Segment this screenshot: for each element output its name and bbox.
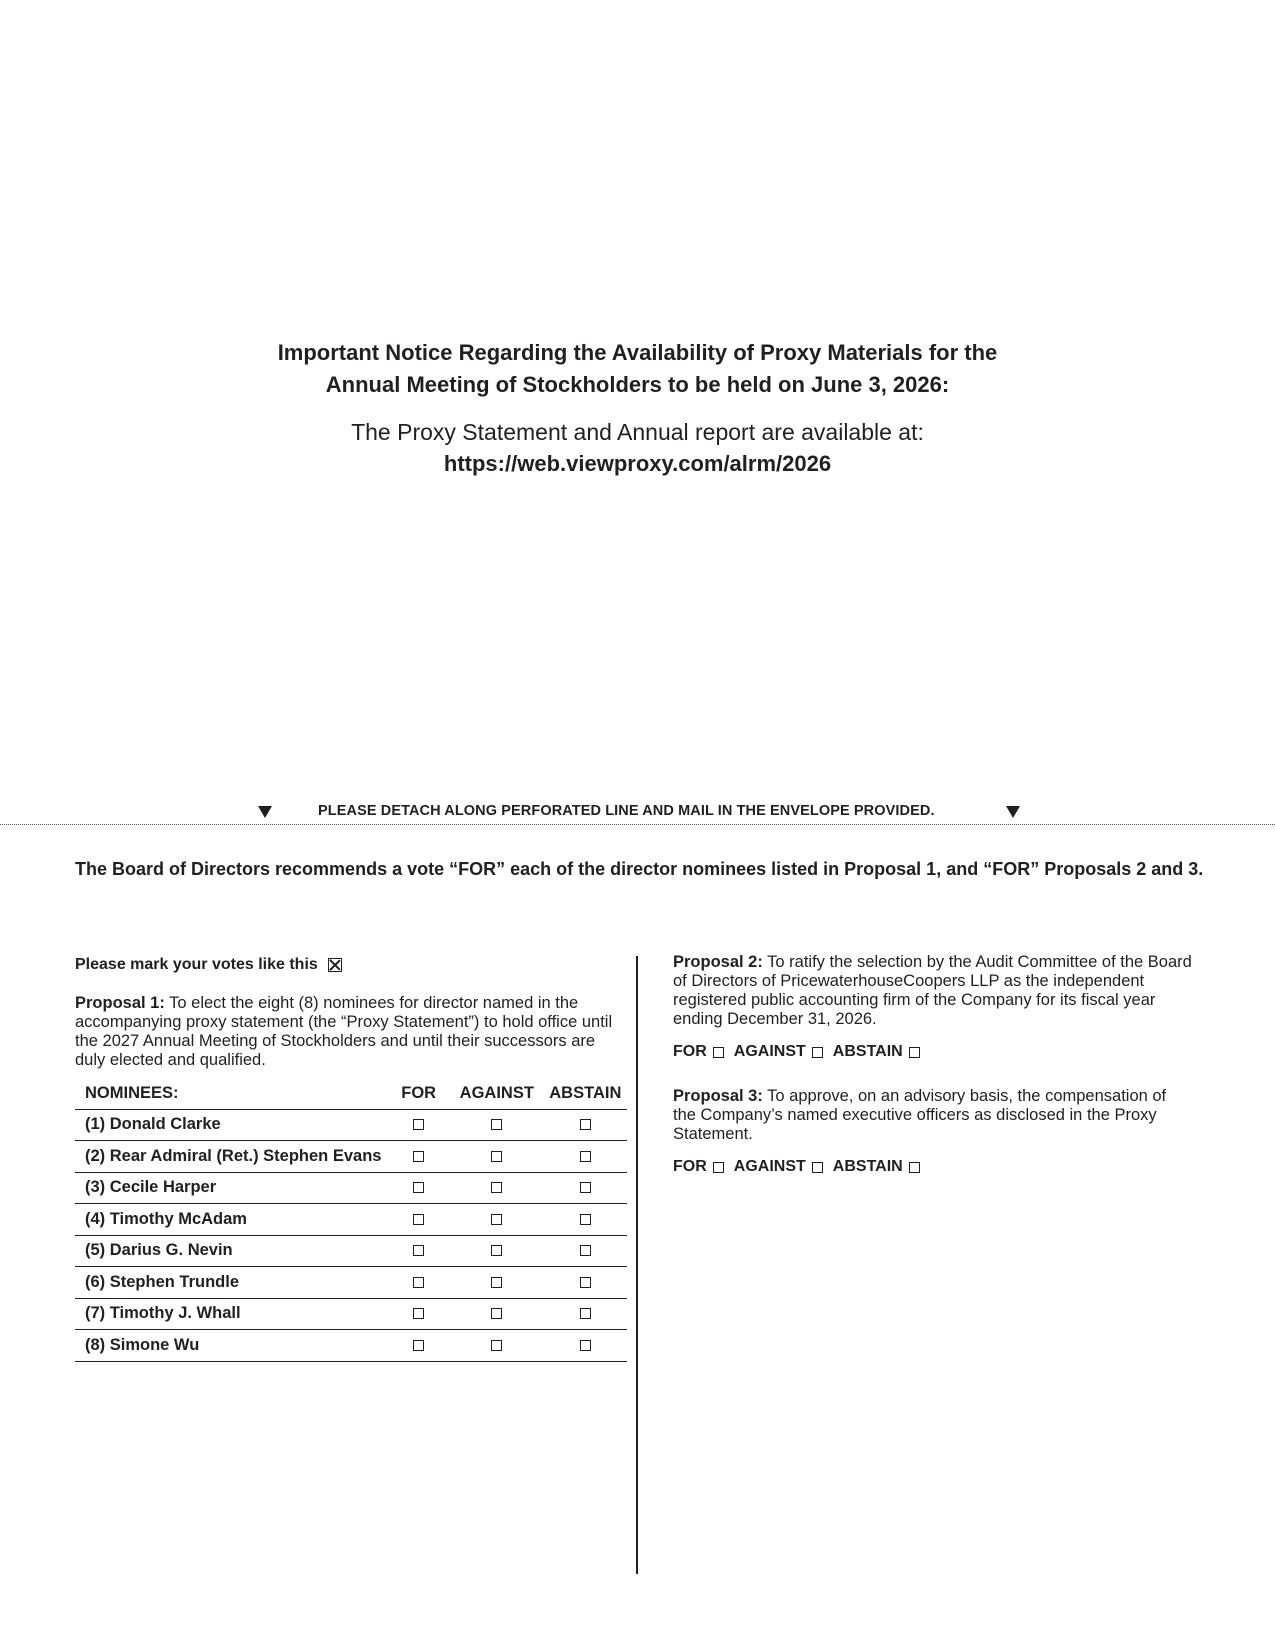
nominee-4-for-checkbox[interactable] <box>413 1214 424 1225</box>
header-abstain: ABSTAIN <box>544 1078 627 1109</box>
nominee-row <box>75 1172 627 1204</box>
nominee-7-for-checkbox[interactable] <box>413 1308 424 1319</box>
nominee-name: (3) Cecile Harper <box>75 1172 387 1204</box>
mark-instruction-text: Please mark your votes like this <box>75 956 318 973</box>
notice-title-line-1: Important Notice Regarding the Availability of Proxy Materials for the <box>277 340 998 365</box>
proposal-2 <box>673 953 1193 1029</box>
board-recommendation: The Board of Directors recommends a vote “FOR” each of the director nominees listed in Proposal 1, and “FOR” Proposals 2 and 3. <box>75 859 1204 879</box>
nominee-row <box>75 1141 627 1173</box>
nominee-name: (8) Simone Wu <box>75 1330 387 1362</box>
proposal-1 <box>75 994 627 1070</box>
nominee-5-for-checkbox[interactable] <box>413 1245 424 1256</box>
notice-title <box>0 337 1275 401</box>
header-for: FOR <box>387 1078 449 1109</box>
nominee-4-against-checkbox[interactable] <box>491 1214 502 1225</box>
proposal-2-vote-options <box>673 1043 1193 1061</box>
nominee-6-abstain-checkbox[interactable] <box>580 1277 591 1288</box>
proposal-2-text: To ratify the selection by the Audit Committee of the Board of Directors of PricewaterhouseCoopers LLP as the independent registered public accounting firm of the Company for its fiscal year ending December 31, 2026. <box>673 953 1192 1028</box>
option-label: ABSTAIN <box>832 1158 903 1175</box>
proposal-3-against-checkbox[interactable] <box>812 1162 823 1173</box>
proposal-3-against-option[interactable] <box>734 1158 823 1176</box>
notice-title-line-2: Annual Meeting of Stockholders to be held on June 3, 2026: <box>325 372 950 397</box>
option-label: ABSTAIN <box>832 1043 903 1060</box>
proposal-1-text: To elect the eight (8) nominees for director named in the accompanying proxy statement (the “Proxy Statement”) to hold office until the 2027 Annual Meeting of Stockholders and until their successors are duly elected and qualified. <box>75 994 613 1069</box>
proposal-3-vote-options <box>673 1158 1193 1176</box>
nominee-3-for-checkbox[interactable] <box>413 1182 424 1193</box>
option-label: AGAINST <box>733 1158 806 1175</box>
proposal-2-against-option[interactable] <box>734 1043 823 1061</box>
proxy-materials-url[interactable]: https://web.viewproxy.com/alrm/2026 <box>443 451 832 476</box>
nominee-row <box>75 1330 627 1362</box>
nominee-5-against-checkbox[interactable] <box>491 1245 502 1256</box>
ballot-left-column <box>75 956 627 1362</box>
detach-text: PLEASE DETACH ALONG PERFORATED LINE AND MAIL IN THE ENVELOPE PROVIDED. <box>318 803 935 819</box>
nominee-name: (5) Darius G. Nevin <box>75 1235 387 1267</box>
proposal-3-text: To approve, on an advisory basis, the compensation of the Company’s named executive officers as disclosed in the Proxy Statement. <box>673 1087 1167 1143</box>
ballot-right-column <box>673 953 1193 1176</box>
nominee-name: (4) Timothy McAdam <box>75 1204 387 1236</box>
nominee-4-abstain-checkbox[interactable] <box>580 1214 591 1225</box>
proposal-3 <box>673 1087 1193 1144</box>
nominee-name: (2) Rear Admiral (Ret.) Stephen Evans <box>75 1141 387 1173</box>
notice-body-text: The Proxy Statement and Annual report are available at: <box>351 419 924 445</box>
notice-body <box>0 417 1275 479</box>
nominee-2-for-checkbox[interactable] <box>413 1151 424 1162</box>
proposal-2-abstain-option[interactable] <box>833 1043 920 1061</box>
column-divider <box>636 956 638 1574</box>
proposal-1-label: Proposal 1: <box>75 994 165 1012</box>
detach-instruction <box>0 803 1275 825</box>
nominee-1-for-checkbox[interactable] <box>413 1119 424 1130</box>
mark-instruction <box>75 956 627 974</box>
proposal-3-for-option[interactable] <box>673 1158 724 1176</box>
proposal-2-label: Proposal 2: <box>673 953 763 971</box>
down-arrow-icon <box>1006 806 1020 818</box>
nominee-name: (6) Stephen Trundle <box>75 1267 387 1299</box>
perforated-line <box>0 824 1275 825</box>
nominee-5-abstain-checkbox[interactable] <box>580 1245 591 1256</box>
nominee-1-against-checkbox[interactable] <box>491 1119 502 1130</box>
marked-box-icon <box>328 958 342 972</box>
nominee-7-against-checkbox[interactable] <box>491 1308 502 1319</box>
nominee-row <box>75 1204 627 1236</box>
option-label: AGAINST <box>733 1043 806 1060</box>
nominee-8-for-checkbox[interactable] <box>413 1340 424 1351</box>
nominee-row <box>75 1235 627 1267</box>
nominee-2-against-checkbox[interactable] <box>491 1151 502 1162</box>
proposal-2-abstain-checkbox[interactable] <box>909 1047 920 1058</box>
proposal-3-abstain-checkbox[interactable] <box>909 1162 920 1173</box>
nominee-row <box>75 1267 627 1299</box>
nominee-6-against-checkbox[interactable] <box>491 1277 502 1288</box>
nominee-name: (1) Donald Clarke <box>75 1109 387 1141</box>
proposal-2-for-option[interactable] <box>673 1043 724 1061</box>
nominee-7-abstain-checkbox[interactable] <box>580 1308 591 1319</box>
nominee-8-against-checkbox[interactable] <box>491 1340 502 1351</box>
nominee-8-abstain-checkbox[interactable] <box>580 1340 591 1351</box>
nominee-2-abstain-checkbox[interactable] <box>580 1151 591 1162</box>
nominee-3-abstain-checkbox[interactable] <box>580 1182 591 1193</box>
proposal-3-for-checkbox[interactable] <box>713 1162 724 1173</box>
header-nominees: NOMINEES: <box>75 1078 387 1109</box>
nominee-name: (7) Timothy J. Whall <box>75 1298 387 1330</box>
proposal-3-abstain-option[interactable] <box>833 1158 920 1176</box>
nominee-3-against-checkbox[interactable] <box>491 1182 502 1193</box>
header-against: AGAINST <box>450 1078 544 1109</box>
availability-notice <box>0 337 1275 479</box>
nominees-table <box>75 1078 627 1362</box>
proposal-3-label: Proposal 3: <box>673 1087 763 1105</box>
nominee-6-for-checkbox[interactable] <box>413 1277 424 1288</box>
option-label: FOR <box>673 1158 707 1175</box>
proposal-2-for-checkbox[interactable] <box>713 1047 724 1058</box>
nominee-1-abstain-checkbox[interactable] <box>580 1119 591 1130</box>
proposal-2-against-checkbox[interactable] <box>812 1047 823 1058</box>
option-label: FOR <box>673 1043 707 1060</box>
nominees-table-header <box>75 1078 627 1109</box>
nominee-row <box>75 1109 627 1141</box>
nominee-row <box>75 1298 627 1330</box>
down-arrow-icon <box>258 806 272 818</box>
